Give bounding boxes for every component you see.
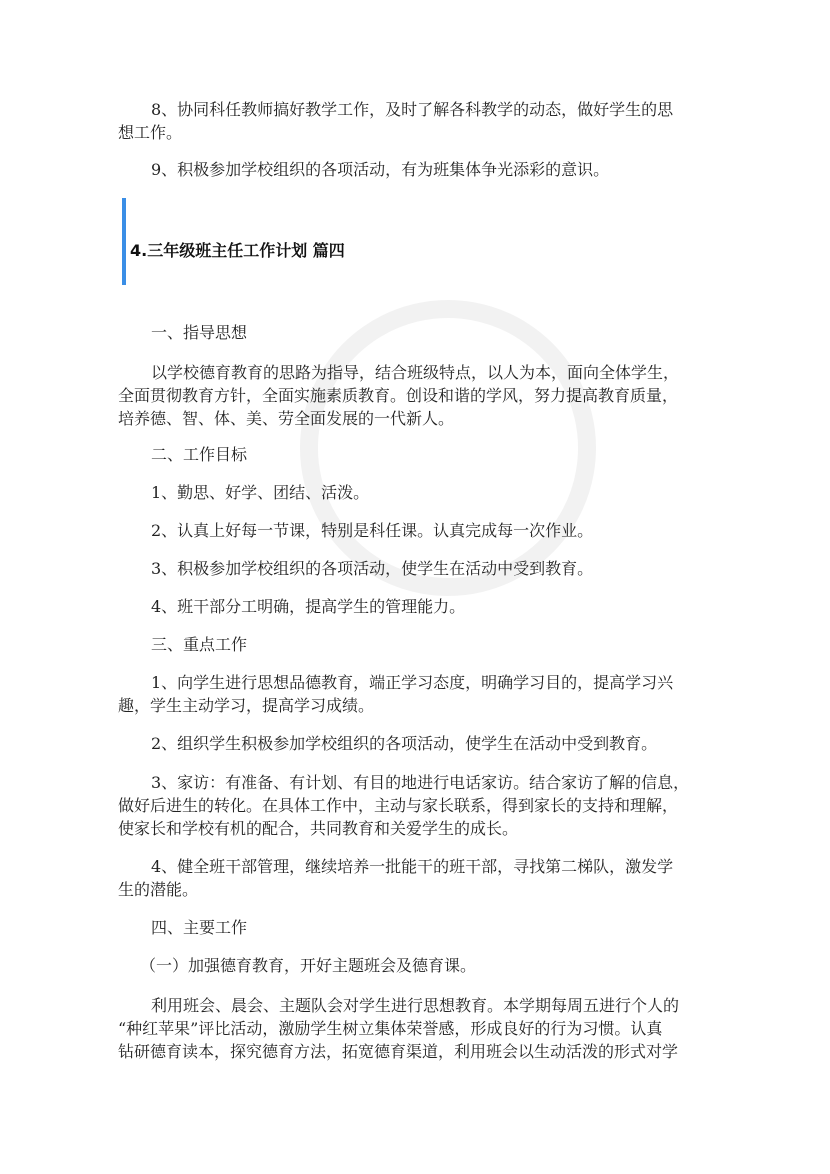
paragraph-line: 一、指导思想 (151, 323, 248, 342)
paragraph-line: 9、积极参加学校组织的各项活动，有为班集体争光添彩的意识。 (151, 160, 610, 179)
paragraph-line: 2、认真上好每一节课，特别是科任课。认真完成每一次作业。 (151, 521, 594, 540)
paragraph-line: 8、协同科任教师搞好教学工作，及时了解各科教学的动态，做好学生的思 (151, 100, 674, 119)
paragraph-line: 钻研德育读本，探究德育方法，拓宽德育渠道，利用班会以生动活泼的形式对学 (118, 1042, 679, 1061)
paragraph-line: 以学校德育教育的思路为指导，结合班级特点，以人为本，面向全体学生， (151, 363, 680, 382)
paragraph-line: “种红苹果”评比活动，激励学生树立集体荣誉感，形成良好的行为习惯。认真 (118, 1019, 663, 1038)
paragraph-line: 利用班会、晨会、主题队会对学生进行思想教育。本学期每周五进行个人的 (151, 996, 680, 1015)
paragraph-line: 使家长和学校有机的配合，共同教育和关爱学生的成长。 (118, 819, 519, 838)
paragraph-line: 2、组织学生积极参加学校组织的各项活动，使学生在活动中受到教育。 (151, 734, 658, 753)
paragraph-line: 生的潜能。 (118, 880, 199, 899)
paragraph-line: 培养德、智、体、美、劳全面发展的一代新人。 (118, 409, 455, 428)
paragraph-line: 想工作。 (118, 123, 183, 142)
paragraph-line: 趣，学生主动学习，提高学习成绩。 (118, 696, 375, 715)
paragraph-line: 1、向学生进行思想品德教育，端正学习态度，明确学习目的，提高学习兴 (151, 673, 674, 692)
paragraph-line: 3、积极参加学校组织的各项活动，使学生在活动中受到教育。 (151, 559, 594, 578)
paragraph-line: （一）加强德育教育，开好主题班会及德育课。 (140, 956, 477, 975)
paragraph-line: 1、勤思、好学、团结、活泼。 (151, 483, 370, 502)
section-heading: 4.三年级班主任工作计划 篇四 (130, 241, 345, 260)
heading-accent-bar (122, 198, 126, 285)
paragraph-line: 全面贯彻教育方针，全面实施素质教育。创设和谐的学风，努力提高教育质量， (118, 386, 679, 405)
paragraph-line: 4、健全班干部管理，继续培养一批能干的班干部，寻找第二梯队，激发学 (151, 857, 674, 876)
paragraph-line: 4、班干部分工明确，提高学生的管理能力。 (151, 597, 466, 616)
paragraph-line: 二、工作目标 (151, 445, 248, 464)
paragraph-line: 3、家访：有准备、有计划、有目的地进行电话家访。结合家访了解的信息， (151, 773, 690, 792)
watermark (242, 242, 654, 654)
paragraph-line: 做好后进生的转化。在具体工作中，主动与家长联系，得到家长的支持和理解， (118, 796, 679, 815)
paragraph-line: 四、主要工作 (151, 918, 248, 937)
paragraph-line: 三、重点工作 (151, 635, 248, 654)
